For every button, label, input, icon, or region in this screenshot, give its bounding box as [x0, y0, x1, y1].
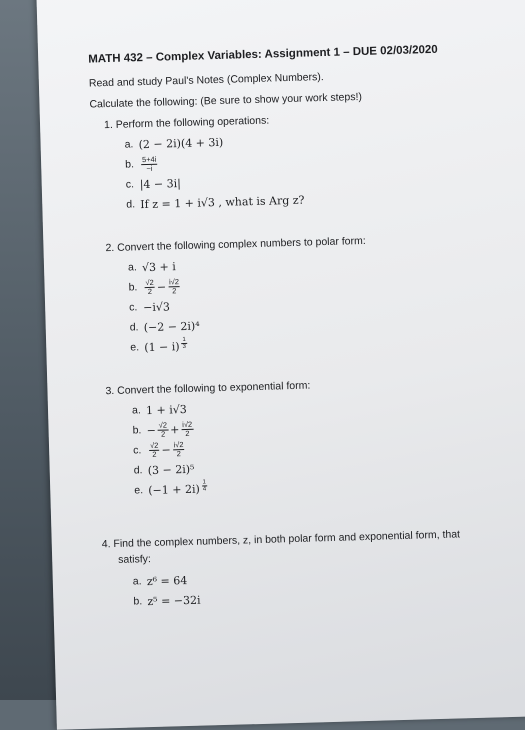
- read-instruction: Read and study Paul's Notes (Complex Numbers).: [88, 71, 324, 90]
- q2-b-fraction-2: $\frac{i√2}{2}$: [168, 276, 180, 295]
- q4-item-b: b. z⁵ = −32i: [133, 593, 201, 608]
- q1-item-d: d. If z = 1 + i√3 , what is Arg z?: [126, 193, 305, 211]
- q1-item-b: b. $\frac{5+4i}{-i}$: [125, 154, 157, 173]
- calc-instruction: Calculate the following: (Be sure to show your work steps!): [89, 90, 363, 111]
- paper-sheet: [36, 0, 525, 730]
- q4-item-a: a. z⁶ = 64: [132, 573, 188, 588]
- question-4-heading: [102, 524, 525, 568]
- question-2-heading: 2. Convert the following complex numbers to polar form:: [105, 234, 366, 255]
- q2-item-b: b. $\frac{√2}{2}$ − $\frac{i√2}{2}$: [128, 276, 180, 296]
- q2-e-exponent: $\frac{1}{3}$: [182, 336, 187, 351]
- q3-item-b: b. − $\frac{√2}{2}$ + $\frac{i√2}{2}$: [132, 419, 193, 439]
- q2-item-a: a. √3 + i: [127, 259, 176, 274]
- q2-b-fraction-1: $\frac{√2}{2}$: [145, 277, 154, 296]
- question-4: [102, 524, 525, 611]
- q3-b-fraction-1: $\frac{√2}{2}$: [158, 420, 168, 439]
- q3-c-fraction-2: $\frac{i√2}{2}$: [173, 439, 184, 458]
- q2-item-e: e. (1 − i) $\frac{1}{3}$: [130, 336, 187, 354]
- question-1-heading: 1. Perform the following operations:: [103, 114, 270, 132]
- q3-b-fraction-2: $\frac{i√2}{2}$: [182, 419, 193, 438]
- q2-item-d: d. (−2 − 2i)⁴: [129, 319, 200, 334]
- q1-a-expr: (2 − 2i)(4 + 3i): [138, 135, 224, 151]
- question-3: [97, 373, 525, 500]
- q3-item-d: d. (3 − 2i)⁵: [133, 462, 195, 477]
- q3-e-exponent: $\frac{1}{4}$: [202, 479, 207, 493]
- question-1: [90, 107, 525, 214]
- q3-item-c: c. $\frac{√2}{2}$ − $\frac{i√2}{2}$: [133, 439, 184, 459]
- q1-item-a: a. (2 − 2i)(4 + 3i): [124, 135, 224, 151]
- q1-item-c: c. |4 − 3i|: [125, 176, 182, 191]
- q2-item-c: c. −i√3: [129, 299, 171, 314]
- question-3-heading: 3. Convert the following to exponential form:: [105, 379, 311, 398]
- q1-b-fraction: $\frac{5+4i}{-i}$: [141, 154, 157, 173]
- q3-c-fraction-1: $\frac{√2}{2}$: [149, 440, 159, 459]
- question-2: [93, 230, 525, 357]
- question-4-heading-line2: satisfy:: [118, 553, 152, 566]
- q3-item-e: e. (−1 + 2i) $\frac{1}{4}$: [134, 479, 207, 497]
- q1-c-expr: |4 − 3i|: [139, 176, 182, 191]
- q1-d-expr: If z = 1 + i√3 , what is Arg z?: [140, 193, 305, 211]
- assignment-title: MATH 432 – Complex Variables: Assignment 1 – DUE 02/03/2020: [88, 43, 438, 66]
- q3-item-a: a. 1 + i√3: [131, 402, 187, 417]
- assignment-content: [88, 41, 525, 613]
- question-4-heading-line1: 4. Find the complex numbers, z, in both polar form and exponential form, that: [101, 528, 461, 551]
